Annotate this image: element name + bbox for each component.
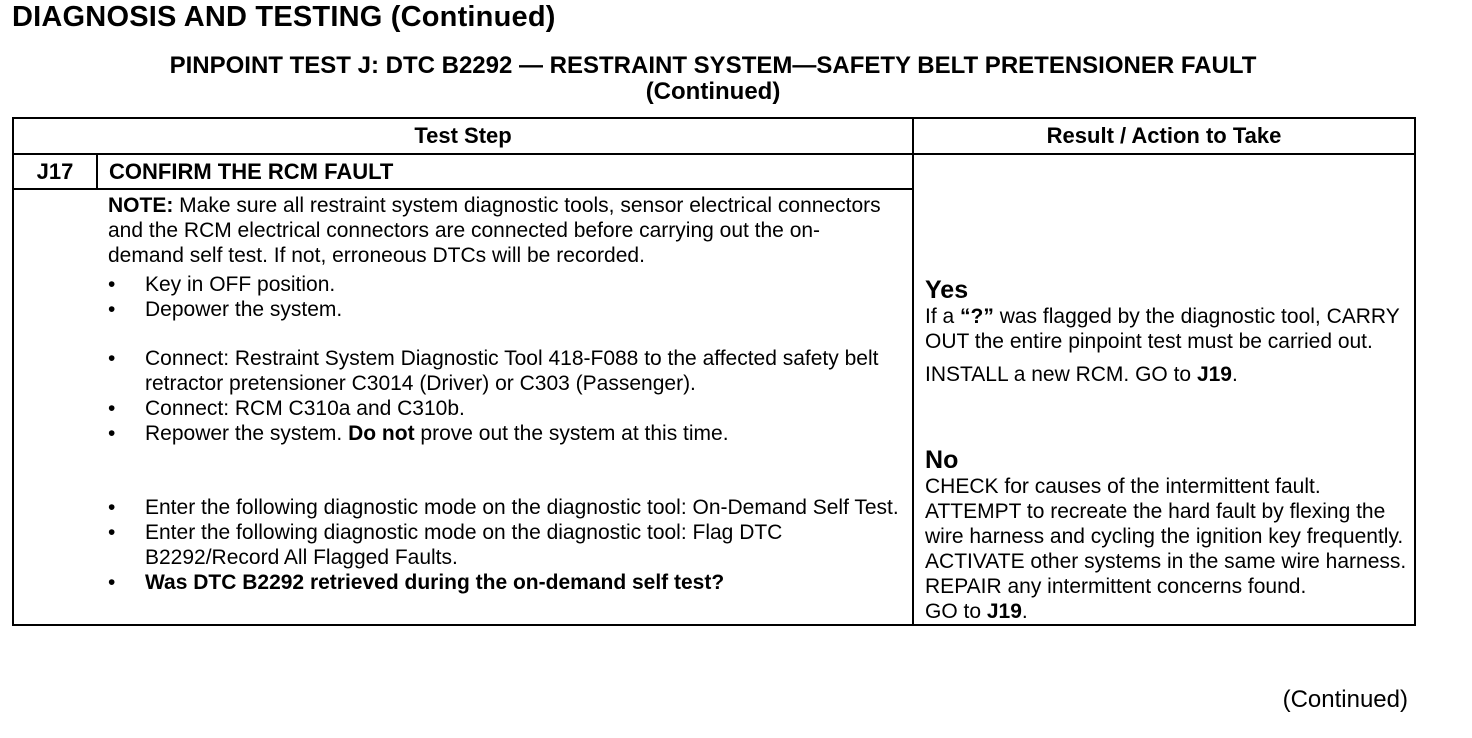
result-yes-label: Yes [925, 276, 969, 304]
result-yes-text: If a “?” was flagged by the diagnostic tool, CARRY OUT the entire pinpoint test must be carried out. [925, 305, 1400, 353]
result-no-text: CHECK for causes of the intermittent fault. ATTEMPT to recreate the hard fault by flexing the wire harness and cycling the ignition key frequently. ACTIVATE other systems in the same wire harness. REPAIR any intermittent concerns found. [925, 475, 1407, 598]
col-header-test-step: Test Step [13, 118, 913, 154]
section-title: DIAGNOSIS AND TESTING (Continued) [12, 1, 556, 33]
pinpoint-test-title [0, 53, 1426, 105]
col-header-result: Result / Action to Take [913, 118, 1415, 154]
result-cell [913, 154, 1415, 625]
table-header-row [13, 118, 1415, 154]
step-body [97, 189, 913, 625]
test-title-line1: PINPOINT TEST J: DTC B2292 — RESTRAINT SYSTEM—SAFETY BELT PRETENSIONER FAULT [169, 52, 1257, 79]
step-id: J17 [13, 154, 97, 189]
list-item: • Enter the following diagnostic mode on the diagnostic tool: Flag DTC B2292/Record All Flagged Faults. [108, 521, 783, 569]
list-item: • Was DTC B2292 retrieved during the on-demand self test? [108, 571, 725, 594]
result-no-goto: GO to J19. [925, 600, 1028, 623]
list-item: • Depower the system. [108, 298, 343, 321]
list-item: • Connect: Restraint System Diagnostic Tool 418-F088 to the affected safety belt retractor pretensioner C3014 (Driver) or C303 (Passenger). [108, 347, 879, 395]
list-item: • Enter the following diagnostic mode on the diagnostic tool: On-Demand Self Test. [108, 496, 899, 519]
step-note: NOTE: Make sure all restraint system diagnostic tools, sensor electrical connectors and the RCM electrical connectors are connected before carrying out the on-demand self test. If not, erroneous DTCs will be recorded. [108, 194, 881, 267]
continued-footer: (Continued) [1282, 686, 1408, 713]
list-item: • Connect: RCM C310a and C310b. [108, 397, 465, 420]
step-title-row [13, 154, 1415, 189]
pinpoint-test-table [12, 117, 1416, 626]
result-no-label: No [925, 446, 959, 474]
list-item: • Repower the system. Do not prove out the system at this time. [108, 422, 729, 445]
result-yes-action: INSTALL a new RCM. GO to J19. [925, 363, 1238, 386]
list-item: • Key in OFF position. [108, 273, 336, 296]
test-title-line2: (Continued) [645, 78, 781, 105]
step-body-spacer [13, 189, 97, 625]
step-name: CONFIRM THE RCM FAULT [97, 154, 913, 189]
